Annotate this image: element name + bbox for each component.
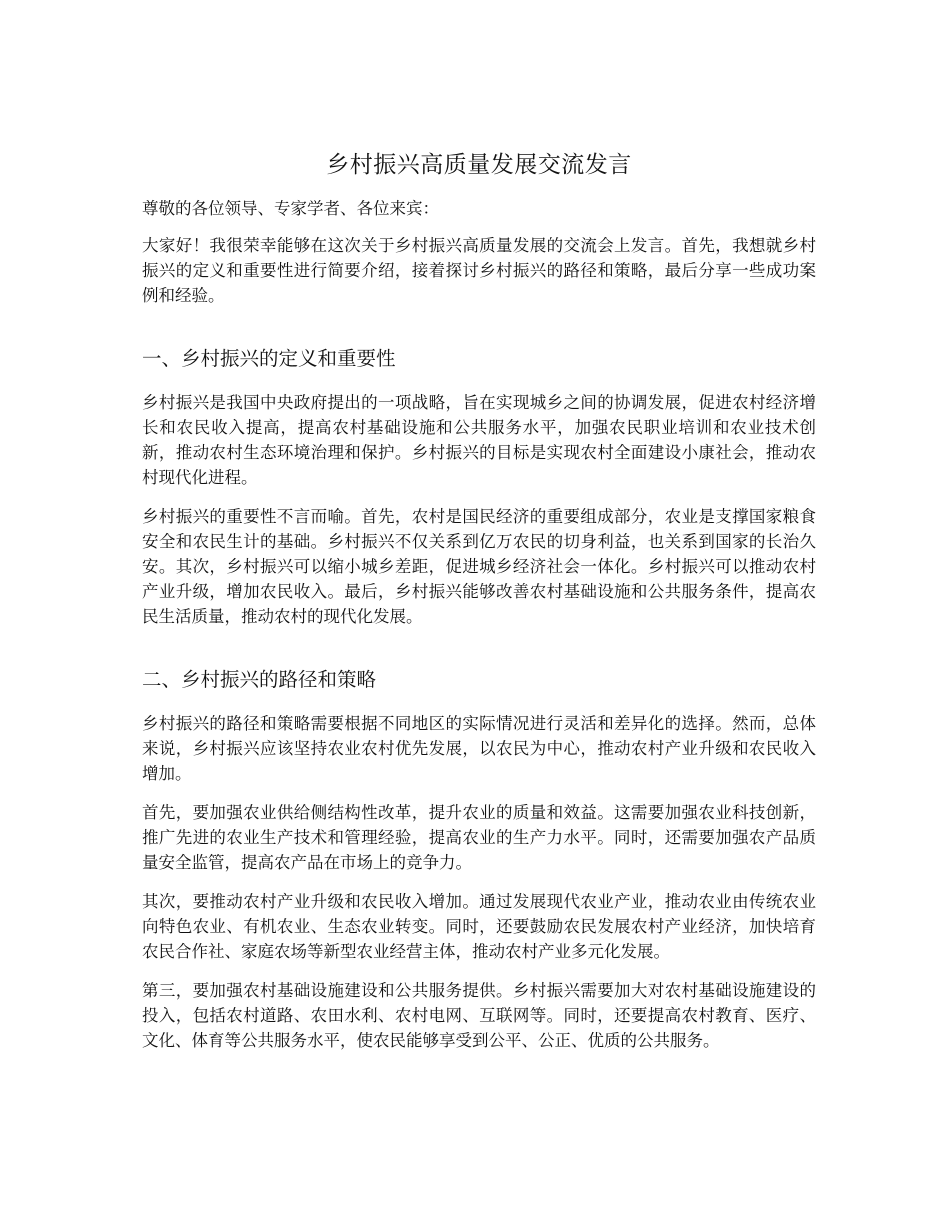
- document-title: 乡村振兴高质量发展交流发言: [326, 152, 632, 178]
- document-body: [142, 148, 816, 1067]
- section-2-paragraph-1: 乡村振兴的路径和策略需要根据不同地区的实际情况进行灵活和差异化的选择。然而，总体来说，乡村振兴应该坚持农业农村优先发展，以农民为中心，推动农村产业升级和农民收入增加。: [142, 714, 816, 783]
- salutation: 尊敬的各位领导、专家学者、各位来宾：: [142, 199, 439, 218]
- section-2-paragraph-3: 其次，要推动农村产业升级和农民收入增加。通过发展现代农业产业，推动农业由传统农业向特色农业、有机农业、生态农业转变。同时，还要鼓励农民发展农村产业经济，加快培育农民合作社、家庭农场等新型农业经营主体，推动农村产业多元化发展。: [142, 892, 816, 961]
- section-heading-1: 一、乡村振兴的定义和重要性: [142, 347, 396, 370]
- section-1-paragraph-2: 乡村振兴的重要性不言而喻。首先，农村是国民经济的重要组成部分，农业是支撑国家粮食安全和农民生计的基础。乡村振兴不仅关系到亿万农民的切身利益，也关系到国家的长治久安。其次，乡村振兴可以缩小城乡差距，促进城乡经济社会一体化。乡村振兴可以推动农村产业升级，增加农民收入。最后，乡村振兴能够改善农村基础设施和公共服务条件，提高农民生活质量，推动农村的现代化发展。: [142, 507, 816, 626]
- section-2-paragraph-4: 第三，要加强农村基础设施建设和公共服务提供。乡村振兴需要加大对农村基础设施建设的投入，包括农村道路、农田水利、农村电网、互联网等。同时，还要提高农村教育、医疗、文化、体育等公共服务水平，使农民能够享受到公平、公正、优质的公共服务。: [142, 981, 816, 1050]
- intro-paragraph: 大家好！我很荣幸能够在这次关于乡村振兴高质量发展的交流会上发言。首先，我想就乡村振兴的定义和重要性进行简要介绍，接着探讨乡村振兴的路径和策略，最后分享一些成功案例和经验。: [142, 236, 816, 305]
- section-heading-2: 二、乡村振兴的路径和策略: [142, 668, 377, 691]
- section-2-paragraph-2: 首先，要加强农业供给侧结构性改革，提升农业的质量和效益。这需要加强农业科技创新，推广先进的农业生产技术和管理经验，提高农业的生产力水平。同时，还需要加强农产品质量安全监管，提高农产品在市场上的竞争力。: [142, 803, 816, 872]
- section-1-paragraph-1: 乡村振兴是我国中央政府提出的一项战略，旨在实现城乡之间的协调发展，促进农村经济增长和农民收入提高，提高农村基础设施和公共服务水平，加强农民职业培训和农业技术创新，推动农村生态环境治理和保护。乡村振兴的目标是实现农村全面建设小康社会，推动农村现代化进程。: [142, 393, 816, 487]
